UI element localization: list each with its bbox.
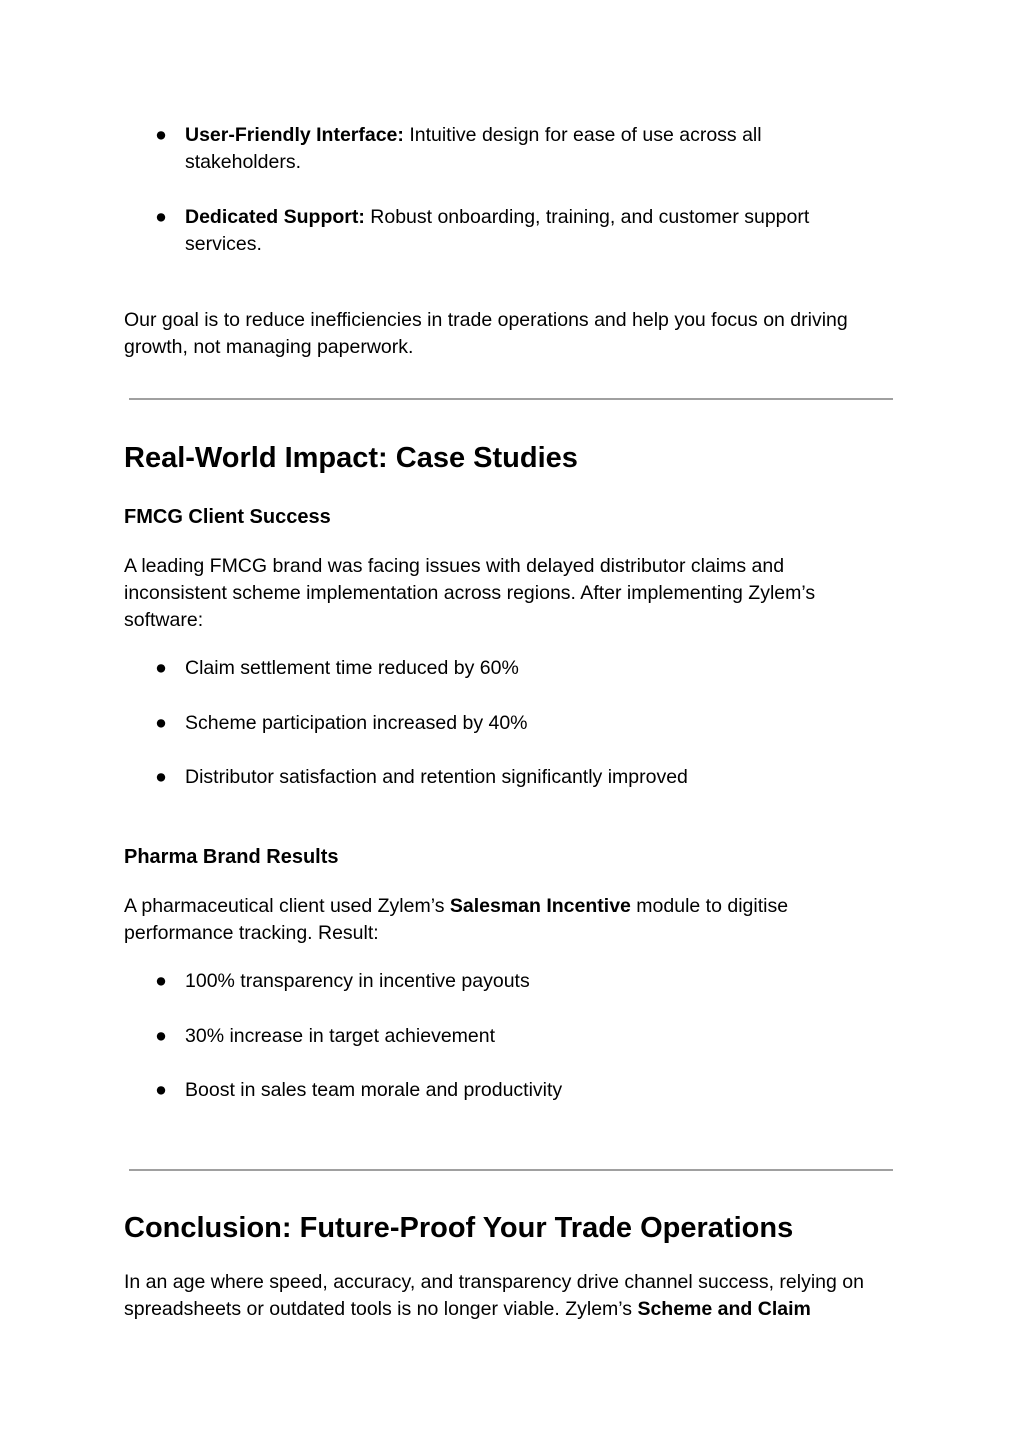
section-heading-conclusion: Conclusion: Future-Proof Your Trade Operations	[124, 1212, 794, 1244]
bullet-icon: ●	[155, 766, 167, 788]
bullet-text: Claim settlement time reduced by 60%	[185, 657, 519, 679]
pharma-bold-term: Salesman Incentive	[449, 895, 631, 917]
pharma-paragraph: A pharmaceutical client used Zylem’s Salesman Incentive module to digitise performance tracking. Result:	[124, 895, 789, 944]
fmcg-paragraph: A leading FMCG brand was facing issues with delayed distributor claims and inconsistent scheme implementation across regions. After implementing Zylem’s software:	[124, 555, 816, 631]
bullet-icon: ●	[155, 970, 167, 992]
bullet-text: 30% increase in target achievement	[185, 1025, 496, 1047]
bullet-label: Dedicated Support:	[185, 206, 365, 228]
bullet-text: Distributor satisfaction and retention significantly improved	[185, 766, 688, 788]
bullet-label: User-Friendly Interface:	[185, 124, 404, 146]
bullet-icon: ●	[155, 206, 167, 228]
conclusion-paragraph: In an age where speed, accuracy, and transparency drive channel success, relying on spreadsheets or outdated tools is no longer viable. Zylem’s Scheme and Claim	[124, 1271, 864, 1320]
subsection-heading-fmcg: FMCG Client Success	[124, 506, 331, 528]
divider	[129, 1169, 893, 1171]
bullet-icon: ●	[155, 712, 167, 734]
conclusion-bold-term: Scheme and Claim	[637, 1298, 811, 1320]
goal-paragraph: Our goal is to reduce inefficiencies in trade operations and help you focus on driving growth, not managing paperwork.	[124, 309, 848, 358]
bullet-icon: ●	[155, 657, 167, 679]
bullet-icon: ●	[155, 1079, 167, 1101]
bullet-icon: ●	[155, 1025, 167, 1047]
bullet-text: Boost in sales team morale and productivity	[185, 1079, 563, 1101]
bullet-text: Intuitive design for ease of use across all stakeholders.	[185, 124, 762, 173]
bullet-icon: ●	[155, 124, 167, 146]
bullet-text: Robust onboarding, training, and customer support services.	[185, 206, 810, 255]
subsection-heading-pharma: Pharma Brand Results	[124, 846, 339, 868]
divider	[129, 398, 893, 400]
section-heading-case-studies: Real-World Impact: Case Studies	[124, 442, 578, 474]
bullet-text: Scheme participation increased by 40%	[185, 712, 528, 734]
bullet-text: 100% transparency in incentive payouts	[185, 970, 530, 992]
